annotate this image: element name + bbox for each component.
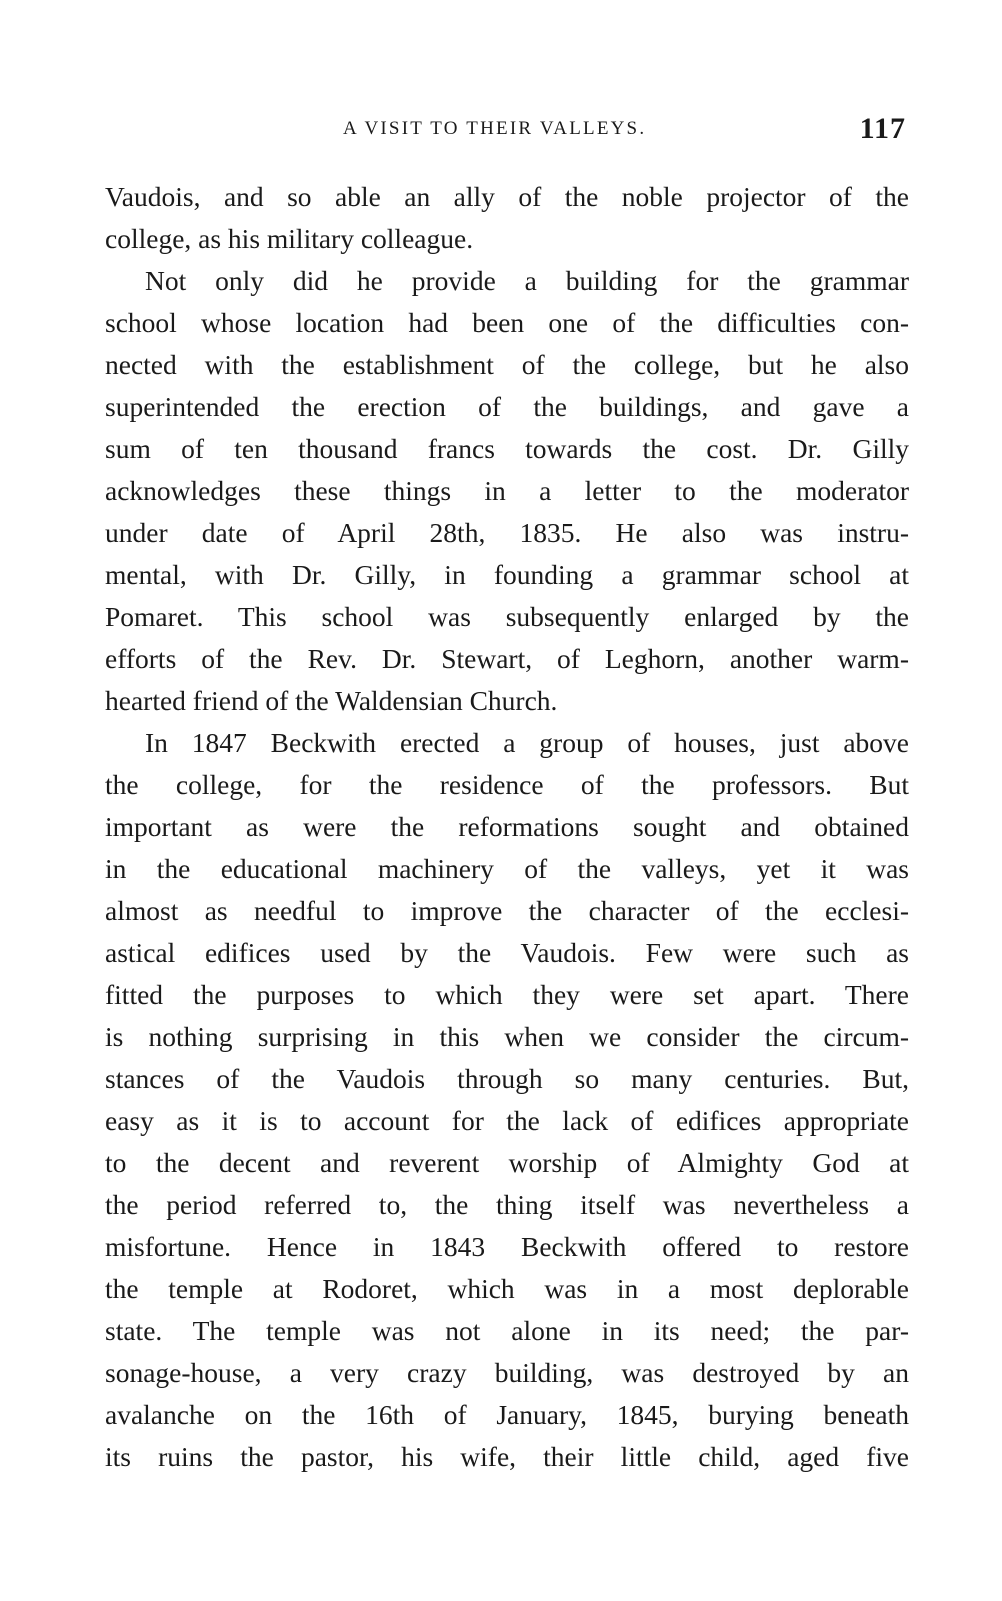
text-line: is nothing surprising in this when we consider the circum- [105, 1021, 909, 1052]
text-line: acknowledges these things in a letter to the moderator [105, 475, 909, 506]
running-head [0, 112, 1002, 148]
text-line: sonage-house, a very crazy building, was destroyed by an [105, 1357, 909, 1388]
text-line: college, as his military colleague. [105, 223, 474, 254]
body-text [105, 176, 909, 1478]
text-line: sum of ten thousand francs towards the cost. Dr. Gilly [105, 433, 909, 464]
text-line: efforts of the Rev. Dr. Stewart, of Leghorn, another warm- [105, 643, 909, 674]
text-line: easy as it is to account for the lack of edifices appropriate [105, 1105, 909, 1136]
text-line: under date of April 28th, 1835. He also was instru- [105, 517, 909, 548]
text-line: Not only did he provide a building for the grammar [145, 265, 909, 296]
text-line: state. The temple was not alone in its need; the par- [105, 1315, 909, 1346]
page-number: 117 [859, 112, 906, 145]
text-line: fitted the purposes to which they were set apart. There [105, 979, 909, 1010]
text-line: nected with the establishment of the college, but he also [105, 349, 909, 380]
text-line: the temple at Rodoret, which was in a most deplorable [105, 1273, 909, 1304]
text-line: school whose location had been one of the difficulties con- [105, 307, 909, 338]
text-line: misfortune. Hence in 1843 Beckwith offered to restore [105, 1231, 909, 1262]
running-head-title: A VISIT TO THEIR VALLEYS. [343, 118, 647, 139]
text-line: the period referred to, the thing itself was nevertheless a [105, 1189, 909, 1220]
text-line: stances of the Vaudois through so many centuries. But, [105, 1063, 909, 1094]
text-line: mental, with Dr. Gilly, in founding a grammar school at [105, 559, 909, 590]
text-line: the college, for the residence of the professors. But [105, 769, 909, 800]
text-line: important as were the reformations sought and obtained [105, 811, 909, 842]
text-line: to the decent and reverent worship of Almighty God at [105, 1147, 909, 1178]
text-line: in the educational machinery of the valleys, yet it was [105, 853, 909, 884]
text-line: hearted friend of the Waldensian Church. [105, 685, 558, 716]
text-line: Pomaret. This school was subsequently enlarged by the [105, 601, 909, 632]
text-line: avalanche on the 16th of January, 1845, burying beneath [105, 1399, 909, 1430]
text-line: In 1847 Beckwith erected a group of houses, just above [145, 727, 909, 758]
text-line: its ruins the pastor, his wife, their little child, aged five [105, 1441, 909, 1472]
text-line: Vaudois, and so able an ally of the noble projector of the [105, 181, 909, 212]
text-line: astical edifices used by the Vaudois. Few were such as [105, 937, 909, 968]
text-line: almost as needful to improve the character of the ecclesi- [105, 895, 909, 926]
text-line: superintended the erection of the buildings, and gave a [105, 391, 909, 422]
